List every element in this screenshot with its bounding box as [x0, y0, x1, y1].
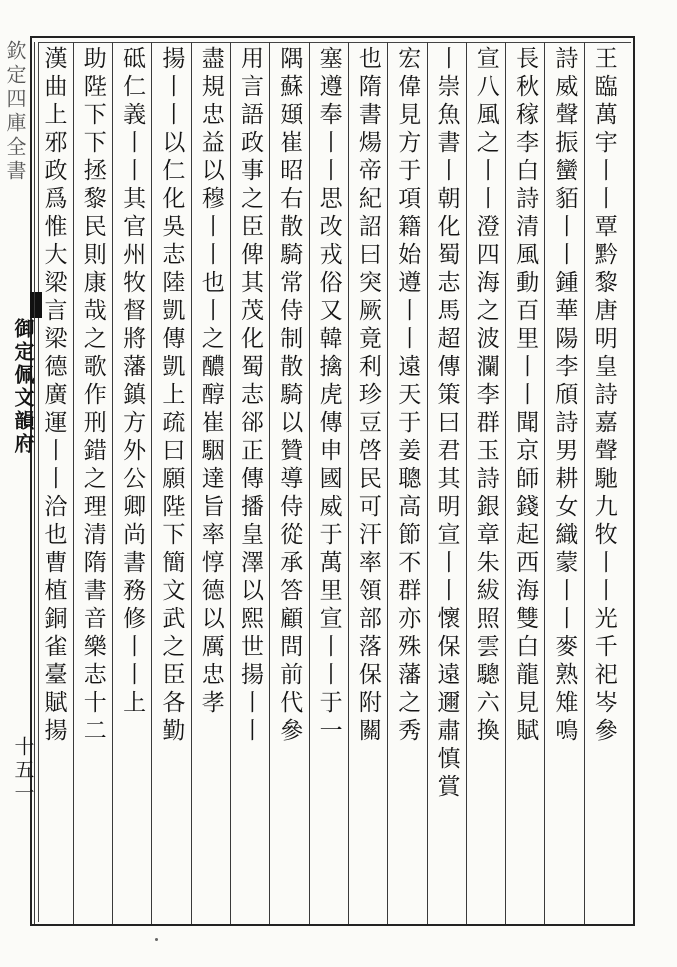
- text-column: 砥仁義丨丨其官州牧督將藩鎮方外公卿尚書務修丨丨上: [119, 46, 146, 718]
- book-title: 御定佩文韻府: [11, 318, 35, 456]
- column-rule: [309, 42, 310, 924]
- running-title: 欽定四庫全書: [3, 40, 27, 184]
- text-column: 也隋書煬帝紀詔曰突厥竟利珍豆啓民可汗率領部落保附關: [354, 46, 381, 746]
- column-rule: [230, 42, 231, 924]
- text-column: 丨崇魚書丨朝化蜀志馬超傳策曰君其明宣丨丨懷保遠邇肅慎賞: [433, 46, 460, 802]
- text-column: 長秋稼李白詩清風動百里丨丨聞京師錢起西海雙白龍見賦: [512, 46, 539, 746]
- text-column: 助陛下下拯黎民則康哉之歌作刑錯之理清隋書音樂志十二: [79, 46, 106, 746]
- column-rule: [466, 42, 467, 924]
- text-column: 宣八風之丨丨澄四海之波瀾李群玉詩銀章朱紱照雲驄六換: [472, 46, 499, 746]
- column-rule: [584, 42, 585, 924]
- page-number: 十五一: [11, 736, 35, 805]
- text-column: 盡規忠益以穆丨丨也丨之醲醇崔駰達旨率惇德以厲忠孝: [197, 46, 224, 718]
- column-rule: [505, 42, 506, 924]
- text-column: 用言語政事之臣俾其茂化蜀志郤正傳播皇澤以熙世揚丨丨: [237, 46, 263, 746]
- text-column: 隅蘇頲崔昭右散騎常侍制散騎以贊導侍從承答顧問前代參: [276, 46, 303, 746]
- column-rule: [151, 42, 152, 924]
- column-rule: [269, 42, 270, 924]
- column-rule: [34, 42, 35, 924]
- text-column: 漢曲上邪政爲惟大梁言梁德廣運丨丨洽也曹植銅雀臺賦揚: [40, 46, 67, 746]
- column-rule: [544, 42, 545, 924]
- text-column: 詩威聲振蠻貊丨丨鍾華陽李頎詩男耕女織蒙丨丨麥熟雉鳴: [551, 46, 578, 746]
- text-column: 王臨萬宇丨丨覃黔黎唐明皇詩嘉聲馳九牧丨丨光千祀岑參: [590, 46, 617, 746]
- speck: [155, 938, 158, 941]
- column-rule: [112, 42, 113, 924]
- column-rule: [427, 42, 428, 924]
- text-column: 塞遵奉丨丨思改戎俗又韓擒虎傳申國威于萬里宣丨丨于一: [315, 46, 342, 746]
- column-rule: [73, 42, 74, 924]
- text-column: 宏偉見方于項籍始遵丨丨遠天于姜聰高節不群亦殊藩之秀: [394, 46, 421, 746]
- column-rule: [387, 42, 388, 924]
- column-rule: [191, 42, 192, 924]
- text-column: 揚丨丨以仁化吳志陸凱傳凱上疏曰願陛下簡文武之臣各勤: [158, 46, 185, 746]
- column-rule: [348, 42, 349, 924]
